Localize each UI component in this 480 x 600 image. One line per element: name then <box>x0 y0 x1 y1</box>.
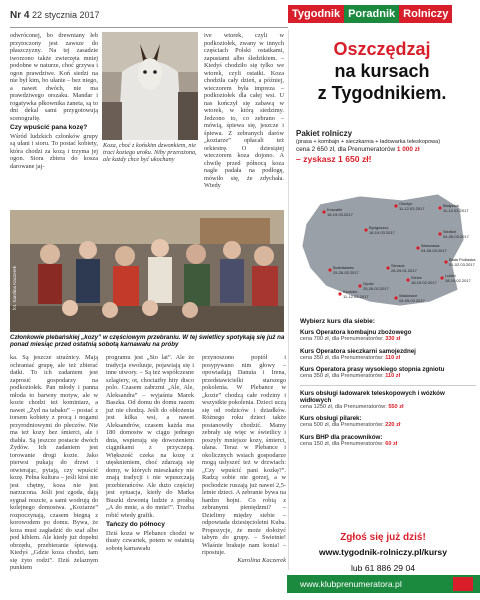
course-price-prefix: cena 350 zł, dla Prenumeratorów: <box>300 373 386 379</box>
goat-mask-illustration <box>102 32 198 140</box>
article-paragraph: programu jest „Sto lat”. Ale że tradycja ewoluuje, pojawiają się i inne utwory. – Są też współczesne szlagiery, ot, chociażby hity disco polo. Czasem zabrzmi „Ale, Ale, Aleksandra” – wyjaśnia Marek Baszka. Od domu do domu razem już nie chodzą. Jeśli do obłożenia jest kilka wsi, a nawet Aleksandrów, czasem każda ma 180 domostw w ciągu jednego dnia, wspierają się dowożeniem ciągnikami z przyczepą. Większość czeka na kozę z utęsknieniem, choć zdarzają się domy, w których mieszkańcy nie znają tradycji i nie wpuszczają przebierańców. Ale dużo częściej jest sytuacja, kiedy do Marka Buszki dzwonią ludzie z prośbą „A do mnie, a do mnie!”. Trzeba robić wtedy grafik. <box>106 354 194 519</box>
map-city-date: 25-26.02.2017 <box>333 270 359 275</box>
course-item[interactable] <box>300 415 476 429</box>
course-name: Kurs obsługi ładowarek teleskopowych i wózków widłowych <box>300 389 445 404</box>
course-price-prefix: cena 150 zł, dla Prenumeratorów: <box>300 440 386 447</box>
poland-map <box>290 190 476 310</box>
map-city-pin <box>440 276 443 279</box>
map-city-name: Biała Podlaska <box>449 257 476 262</box>
map-city-name: Koszalin <box>327 207 343 212</box>
article-column-2-bottom <box>106 354 194 586</box>
course-price-line <box>300 422 476 429</box>
course-name: Kurs obsługi pilarek: <box>300 415 362 422</box>
package-description: (prasa + kombajn + sieczkarnia + ładowarka teleskopowa) <box>296 139 441 145</box>
course-item[interactable] <box>300 329 476 343</box>
map-city-pin <box>438 206 441 209</box>
map-city-date: 11-12.03.2017 <box>443 208 469 213</box>
article-column-1-bottom <box>10 354 98 586</box>
map-city-date: 18-19.03.2017 <box>369 230 395 235</box>
page-header <box>10 10 100 21</box>
ad-slogan-line-1: Oszczędzaj <box>333 39 431 59</box>
course-list-heading: Wybierz kurs dla siebie: <box>300 318 376 325</box>
course-price-prefix: cena 700 zł, dla Prenumeratorów: <box>300 336 386 342</box>
group-photo-caption: Członkowie plebańskiej „kozy” w częściowym przebraniu. W tej świetlicy spotykają się już na ponad miesiąc przed ostatnią sobotą karnawału na próby <box>10 334 285 348</box>
article-paragraph: przynoszono popiół i posypywano nim głowy – opowiadają Danuta i Irena, przedstawicielki starszego pokolenia. W Plebance w „kozie” chodzą całe rodziny i wszystkie pokolenia. Dzieci uczą się od rodziców i dziadków. Różnego roku dzieci także postanowiły chodzić. Mamy zebrały się więc w świetlicy i poszyły mniejsze kozy, śmierci, ułana. Teraz w Plebance i okolicznych wsiach gospodarze mogą usłyszeć też w drzwiach: „Czy wpuścić pani kozkę?”. Radzą sobie nie gorzej, a w pochodzie ruszają już nawet 2,5-letnie dzieci. A zebranie bywa na bardzo hojni. Co robią z zebranymi pieniędzmi? – Dzielimy między siebie – odpowiada dziesięcioletni Kuba. Propozycje, że może dołożyć tabym do grupy. – Świetnie! Właśnie brakuje nam konia! – ripostuje. <box>202 354 286 556</box>
map-city-pin <box>394 204 397 207</box>
map-city-pin <box>406 278 409 281</box>
map-city-pin <box>416 246 419 249</box>
map-city-pin <box>328 268 331 271</box>
map-city-date: 28-29.01.2017 <box>391 268 417 273</box>
map-city-name: Bolesławiec <box>333 265 355 270</box>
call-to-action: Zgłoś się już dziś! <box>340 532 426 543</box>
map-city-name: Opole <box>363 281 374 286</box>
ad-slogan-line-3: z Tygodnikiem. <box>317 83 447 103</box>
goat-photo-caption: Koza, choć z końskim dzwonkiem, nie traci koziego uroku. Niby przerażona, ale każdy chce być ukochany <box>103 142 197 163</box>
map-city-name: Lublin <box>445 273 456 278</box>
course-list-divider <box>300 385 476 386</box>
map-city-name: Bydgoszcz <box>369 225 389 230</box>
course-price-line <box>300 355 476 362</box>
map-city-date: 04-05.03.2017 <box>421 248 447 253</box>
group-photo <box>10 210 284 332</box>
map-city-name: Warszawa <box>421 243 440 248</box>
article-paragraph: Wśród ludzkich członków grupy są ułani i sioru. To postać kobiety, która chodzi za kozą i trzyma jej ogon. Siora zbiera do kosza darowane jaj- <box>10 132 98 170</box>
map-city-date: 01-02.03.2017 <box>449 262 475 267</box>
page-number: Nr 4 <box>10 10 30 21</box>
ad-slogan <box>292 38 472 104</box>
phone-number[interactable]: lub 61 886 29 04 <box>350 563 416 573</box>
map-city-date: 18-19.02.2017 <box>445 278 471 283</box>
logo-part-rolniczy: Rolniczy <box>399 5 452 23</box>
course-price-prefix: cena 350 zł, dla Prenumeratorów: <box>300 354 386 361</box>
article-column-1-top <box>10 32 98 208</box>
footer-badge <box>453 577 473 591</box>
course-name: Kurs Operatora kombajnu zbożowego <box>300 329 412 336</box>
map-city-date: 11-12.03.2017 <box>399 206 425 211</box>
article-column-3-top <box>204 32 284 208</box>
map-city-pin <box>364 228 367 231</box>
map-city-pin <box>358 284 361 287</box>
map-city-date: 04-05.03.2017 <box>443 234 469 239</box>
header-rule <box>10 27 288 28</box>
map-city-name: Olsztyn <box>399 201 413 206</box>
map-city-name: Kielce <box>411 275 422 280</box>
map-city-date: 11-12.03.2017 <box>343 294 369 299</box>
article-column-3-bottom <box>202 354 286 586</box>
course-name: Kurs Operatora prasy wysokiego stopnia zgniotu <box>300 366 445 373</box>
package-price-line <box>296 146 476 153</box>
course-price-line <box>300 373 476 380</box>
map-city-name: Kłodzko <box>343 289 358 294</box>
course-price-line <box>300 336 476 343</box>
logo-part-tygodnik: Tygodnik <box>288 5 344 23</box>
contact-block <box>292 532 474 573</box>
package-offer <box>296 129 476 164</box>
package-title: Pakiet rolniczy <box>296 129 353 138</box>
publication-logo[interactable] <box>288 5 473 23</box>
map-city-date: 18-19.03.2017 <box>327 212 353 217</box>
issue-date: 22 stycznia 2017 <box>31 10 100 20</box>
map-city-date: 25-26.02.2017 <box>363 286 389 291</box>
map-city-pin <box>322 210 325 213</box>
article-subheading: Czy wpuścić pana kozę? <box>10 124 88 131</box>
package-price-prefix: cena 2 650 zł, dla Prenumeratorów <box>296 146 397 153</box>
course-price: 110 zł <box>385 373 401 379</box>
course-name: Kurs Operatora sieczkarni samojezdnej <box>300 347 416 355</box>
course-price-line <box>300 441 476 448</box>
course-price-line <box>300 404 476 411</box>
course-list <box>300 318 476 452</box>
course-price-prefix: cena 1250 zł, dla Prenumeratorów: <box>300 403 389 410</box>
article-paragraph: ka. Są jeszcze straźnicy. Mają ochraniać grupę, ale też zbierać datki. To ich zadaniem jest zaprosić gospodarzy na podkoziołek. Pan młody i panna młoda to barwny motyw, ale w kozie chodzi też kominiarz, a nawet „Żyd na tabaku” – postać z torsem kobiety z procą i nogami przyrodniowymi do płeczów. Nie ma też kozy bez śmierci, ale i diabła. Są jeszcze postacie dwóch Żydów. Ich zadaniem jest torowanie drogi kozie. Jako pierwsi pukają do drzwi i otwierając, pytają, czy wpuścić kozę. Pełna kultura – jeśli ktoś nie jest chętny, koza nie jest narzucona. Jeśli jest zgoda, dają sygnał reszcie, a sami wodrują do kolejnego domostwa. „Koziarze” rozpoczynają, czasem biegną z korowodem po domu. Bywa, że koza musi zagładzić do szaf albo pod kiblem. Ale kiedy już dopełni obrzędu, przebieranie śpiewają. Kiedyś „Gdzie koza chodzi, tam się żyto rodzi”. Dziś żelaznym punktem <box>10 354 98 571</box>
article-subheading: Tańczy do północy <box>106 521 165 528</box>
package-savings: – zyskasz 1 650 zł! <box>296 154 372 164</box>
map-city-name: Wadowice <box>399 293 418 298</box>
course-price-prefix: cena 500 zł, dla Prenumeratorów: <box>300 422 386 428</box>
column-divider <box>288 30 289 570</box>
goat-mask-photo <box>102 32 198 140</box>
course-website-link[interactable]: www.tygodnik-rolniczy.pl/kursy <box>319 547 447 557</box>
article-paragraph: Dziś koza w Plebance chodzi w tłusty czwartek, potem w ostatnią sobotę karnawału <box>106 529 194 552</box>
logo-part-poradnik: Poradnik <box>344 5 399 23</box>
map-city-name: Siedlce <box>443 229 457 234</box>
course-price: 60 zł <box>385 440 398 447</box>
course-item[interactable] <box>300 390 476 411</box>
course-price: 550 zł <box>388 403 404 410</box>
course-name: Kurs BHP dla pracowników: <box>300 433 383 441</box>
map-city-name: Białystok <box>443 203 460 208</box>
package-price: 1 000 zł <box>396 146 420 153</box>
course-price: 220 zł <box>385 422 401 428</box>
course-item[interactable] <box>300 366 476 380</box>
ad-slogan-line-2: na kursach <box>334 61 430 81</box>
map-city-pin <box>444 260 447 263</box>
course-item[interactable] <box>300 348 476 362</box>
photo-credit: fot. Karolina Kaczerek <box>12 265 17 310</box>
map-city-pin <box>394 296 397 299</box>
article-signature: Karolina Kaczerek <box>237 556 286 564</box>
map-city-pin <box>438 232 441 235</box>
map-city-pin <box>386 266 389 269</box>
footer-website-link[interactable]: www.klubprenumeratora.pl <box>300 579 402 589</box>
map-city-date: 04-05.03.2017 <box>399 298 425 303</box>
map-city-name: Sieradz <box>391 263 405 268</box>
course-item[interactable] <box>300 434 476 448</box>
article-paragraph: ive wtorek, czyli w podkoziołek, zwany w innych częściach Polski ostatkami, zapustami albo śledzikiem. – Kiedyś chodziło się tylko we wtorek, czyli ostatki. Koza chodziła cały dzień, a później, wieczorem była impreza – podkoziołek dla całej wsi. U nas kończył się zabawą w wtorek, w którą siedzimy. Jedzono to, co zebrano – mówią, śpiewa się, jeszcze i śpiewa. Z zebranych darów „koziarze” opłacali też orkiestrę. O dziesiątej wieczorem koza dojono. A chwilę przed północą koza nagle padała na podłogę, mówiło się, że zdychała. Wtedy <box>204 32 284 189</box>
course-price: 330 zł <box>385 336 401 342</box>
article-paragraph: odwróconej, bo drewniany łeb przytoczony jest zawsze do płaszczyzny. Na tej zasadzie tworzono także zwierzęta mniej podobne w naturze, choć grzywa i ogon prawdziwe. Koń siedzi na nie był kim, bo ułanie – bez niego, a nawet dwóch, nie ma prawdziwego orszaku. Mandar i rogatywka płkownika żaneta, są to dni dekal sami przygotowują scenografię. <box>10 32 98 122</box>
course-price: 110 zł <box>385 354 401 361</box>
group-costume-illustration <box>10 210 284 332</box>
map-city-pin <box>338 292 341 295</box>
map-city-date: 18-19.02.2017 <box>411 280 437 285</box>
